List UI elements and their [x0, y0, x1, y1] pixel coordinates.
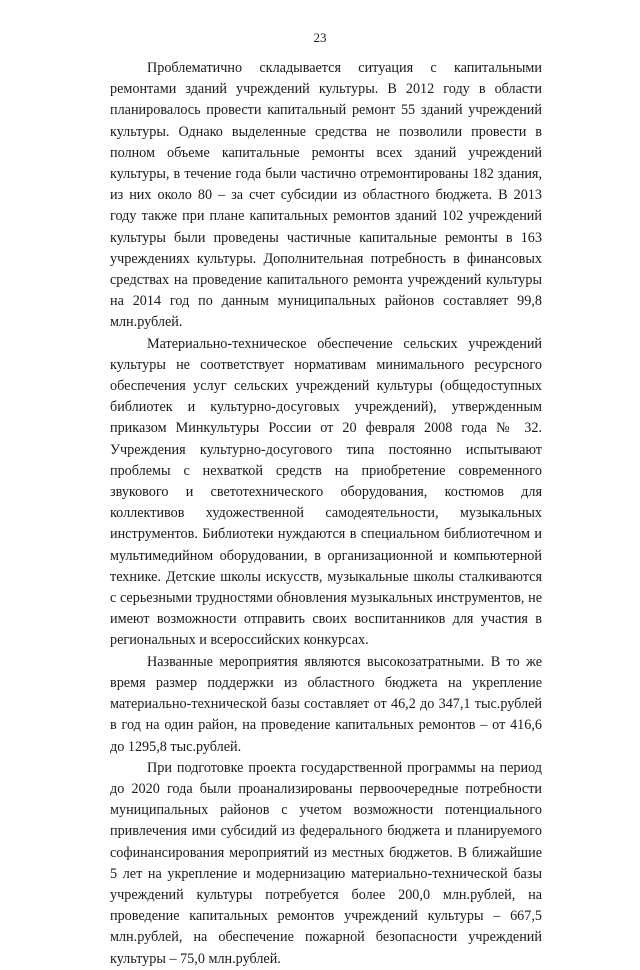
paragraph-material-technical-support: Материально-техническое обеспечение сельских учреждений культуры не соответствует нормативам минимального ресурсного обеспечения услуг сельских учреждений культуры (общедоступных библиотек и культурно-досуговых учреждений), утвержденным приказом Минкультуры России от 20 февраля 2008 года № 32. Учреждения культурно-досугового типа постоянно испытывают проблемы с нехваткой средств на приобретение современного звукового и светотехнического оборудования, костюмов для коллективов художественной самодеятельности, музыкальных инструментов. Библиотеки нуждаются в специальном библиотечном и мультимедийном оборудовании, в организационной и компьютерной технике. Детские школы искусств, музыкальные школы сталкиваются с серьезными трудностями обновления музыкальных инструментов, не имеют возможности отправить своих воспитанников для участия в региональных и всероссийских конкурсах. [110, 335, 542, 649]
page-number: 23 [313, 30, 327, 45]
paragraph-high-cost-measures: Названные мероприятия являются высокозатратными. В то же время размер поддержки из областного бюджета на укрепление материально-технической базы составляет от 46,2 до 347,1 тыс.рублей в год на один район, на проведение капитальных ремонтов – от 416,6 до 1295,8 тыс.рублей. [110, 653, 542, 755]
paragraph-capital-repairs: Проблематично складывается ситуация с капитальными ремонтами зданий учреждений культуры. В 2012 году в области планировалось провести капитальный ремонт 55 зданий учреждений культуры. Однако выделенные средства не позволили провести в полном объеме капитальные ремонты всех зданий учреждений культуры, в течение года были частично отремонтированы 182 здания, из них около 80 – за счет субсидии из областного бюджета. В 2013 году также при плане капитальных ремонтов зданий 102 учреждений культуры были проведены частичные капитальные ремонты в 163 учреждениях культуры. Дополнительная потребность в финансовых средствах на проведение капитального ремонта учреждений культуры на 2014 год по данным муниципальных районов составляет 99,8 млн.рублей. [110, 60, 542, 331]
paragraph-program-needs: При подготовке проекта государственной программы на период до 2020 года были проанализированы первоочередные потребности муниципальных районов с учетом возможности потенциального привлечения ими субсидий из федерального бюджета и планируемого софинансирования мероприятий из местных бюджетов. В ближайшие 5 лет на укрепление и модернизацию материально-технической базы учреждений культуры потребуется более 200,0 млн.рублей, на проведение капитальных ремонтов учреждений культуры – 667,5 млн.рублей, на обеспечение пожарной безопасности учреждений культуры – 75,0 млн.рублей. [110, 759, 542, 967]
document-body [110, 58, 542, 970]
